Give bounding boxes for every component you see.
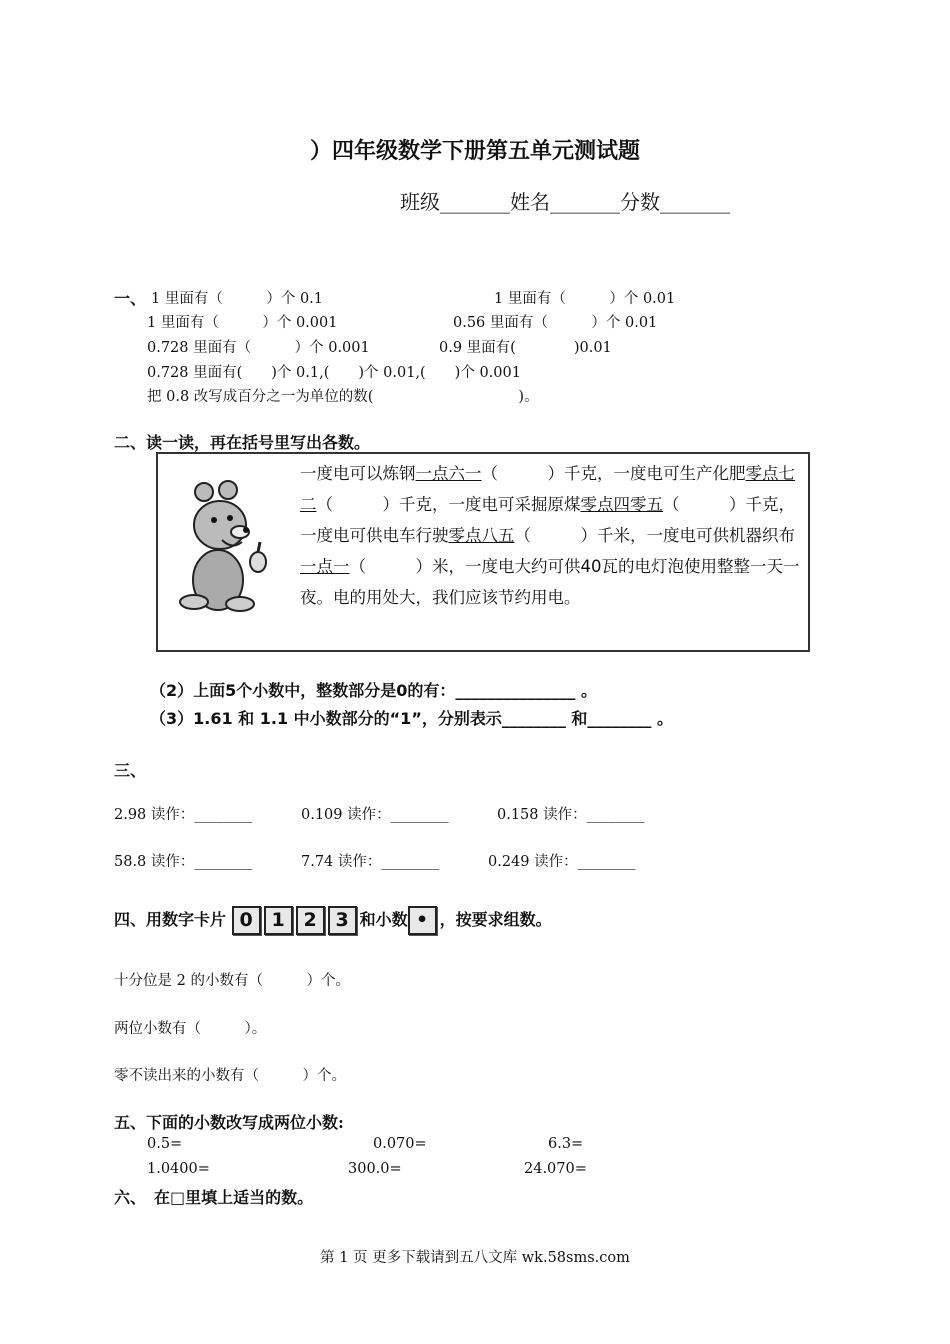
s1-line1a: 1 里面有（ ）个 0.1	[151, 291, 324, 307]
decimal-point-card: •	[408, 906, 437, 935]
digit-card: 1	[264, 906, 293, 935]
s5-item: 300.0=	[348, 1161, 402, 1177]
section-4-heading: 四、用数字卡片 0 1 2 3 和小数 • ，按要求组数。	[114, 906, 552, 935]
s4-question-3: 零不读出来的小数有（ ）个。	[114, 1068, 346, 1084]
name-field[interactable]: 姓名_______	[510, 190, 620, 214]
reading-passage: 一度电可以炼钢一点六一（ ）千克，一度电可生产化肥零点七二（ ）千克，一度电可采掘原煤零点四零五（ ）千克，一度电可供电车行驶零点八五（ ）千米，一度电可供机器织布一点一（ ）米，一度电大约可供40瓦的电灯泡使用整整一天一夜。电的用处大，我们应该节约用电。	[300, 464, 800, 607]
s5-item: 1.0400=	[147, 1161, 210, 1177]
s3-item: 2.98 读作：________	[114, 807, 253, 823]
section-3-heading: 三、	[114, 761, 147, 780]
digit-card: 3	[328, 906, 357, 935]
s1-line2a: 1 里面有（ ）个 0.001	[147, 315, 338, 331]
s3-item: 58.8 读作：________	[114, 854, 253, 870]
s1-line3b: 0.9 里面有( )0.01	[439, 340, 612, 356]
digit-card: 2	[296, 906, 325, 935]
s3-item: 0.158 读作：________	[497, 807, 645, 823]
s3-item: 0.109 读作：________	[301, 807, 449, 823]
s1-line2b: 0.56 里面有（ ）个 0.01	[453, 315, 658, 331]
s5-item: 6.3=	[548, 1136, 584, 1152]
s4-question-1: 十分位是 2 的小数有（ ）个。	[114, 973, 350, 989]
digit-card: 0	[232, 906, 261, 935]
bear-illustration	[170, 470, 280, 620]
s2-question-2: （2）上面5个小数中，整数部分是0的有：_______________ 。	[150, 681, 597, 700]
s1-line3a: 0.728 里面有（ ）个 0.001	[147, 340, 370, 356]
student-info	[400, 186, 730, 215]
section-2-heading: 二、读一读，再在括号里写出各数。	[114, 433, 371, 452]
s5-item: 0.070=	[373, 1136, 427, 1152]
s3-item: 7.74 读作：________	[301, 854, 440, 870]
section-5-heading: 五、下面的小数改写成两位小数:	[114, 1113, 344, 1132]
s4-question-2: 两位小数有（ ）。	[114, 1021, 267, 1037]
section-6-heading: 六、 在□里填上适当的数。	[114, 1188, 314, 1207]
score-field[interactable]: 分数_______	[620, 190, 730, 214]
s1-line1b: 1 里面有（ ）个 0.01	[494, 291, 676, 307]
page-footer: 第 1 页 更多下载请到五八文库 wk.58sms.com	[320, 1250, 630, 1266]
class-field[interactable]: 班级_______	[400, 190, 510, 214]
s2-question-3: （3）1.61 和 1.1 中小数部分的“1”，分别表示________ 和________ 。	[150, 709, 673, 728]
section-1-heading: 一、	[114, 289, 147, 308]
page-title: ）四年级数学下册第五单元测试题	[309, 138, 640, 164]
s5-item: 24.070=	[524, 1161, 587, 1177]
s1-line4: 0.728 里面有( )个 0.1,( )个 0.01,( )个 0.001	[147, 365, 521, 381]
s5-item: 0.5=	[147, 1136, 183, 1152]
s1-line5: 把 0.8 改写成百分之一为单位的数( )。	[147, 389, 539, 405]
s3-item: 0.249 读作：________	[488, 854, 636, 870]
